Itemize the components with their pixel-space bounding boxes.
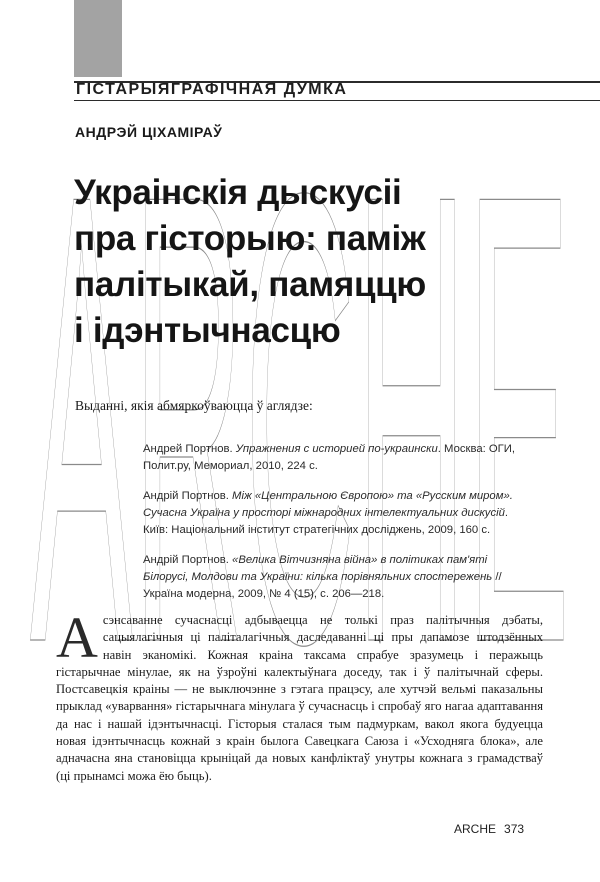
book-details: . Київ: Національний інститут стратегічних досліджень, 2009, 160 с. [143,507,509,536]
title-line: пра гісторыю: паміж [74,219,426,258]
book-title: Упражнения с историей по-украински [235,443,438,455]
book-entry [143,488,528,539]
book-entry [143,552,528,603]
section-rubric: ГІСТАРЫЯГРАФІЧНАЯ ДУМКА [76,81,348,98]
book-details: // Україна модерна, 2009, № 4 (15), с. 206—218. [143,571,502,600]
decorative-gray-block [74,0,122,77]
article-title [74,170,574,354]
book-author: Андрій Портнов. [143,554,233,566]
journal-name: ARCHE [454,822,497,836]
book-details: . Москва: ОГИ, Полит.ру, Мемориал, 2010, 224 с. [143,443,516,472]
title-line: і ідэнтычнасцю [74,311,341,350]
watermark-text: ARCHE [30,60,571,777]
page-number: 373 [504,822,525,836]
reviewed-books-list [143,441,528,616]
article-author: АНДРЭЙ ЦІХАМІРАЎ [75,124,223,140]
book-author: Андрей Портнов. [143,443,236,455]
rubric-bottom-rule [74,100,600,101]
body-text: сэнсаванне сучаснасці адбываецца не толькі праз палітычныя дэбаты, сацыялагічныя ці паліталагічныя даследаванні ці пры дапамозе штодзённых навін эканомікі. Кожная краіна таксама спрабуе зразумець і перажыць гістарычнае мінулае, як на ўзроўні калектыўнага доседу, так і ў палітычнай сферы. Постсавецкія краіны — не выключэнне з гэтага працэсу, але хутчэй вельмі паказальны прыклад «уварвання» гістарычнага мінулага ў сучаснасць і спробаў яго нагаа адаптавання да нас і нашай ідэнтычнасці. Гісторыя сталася тым падмуркам, вакол якога будуецца новая ідэнтычнасць кожнай з краін былога Савецкага Саюза і «Усходняга блока», але адначасна яна становіцца крыніцай да новых канфліктаў унутры кожнага з грамадстваў (ці прынамсі можа ёю быць). [56,613,543,783]
book-author: Андрій Портнов. [143,490,233,502]
reviewed-publications-label: Выданні, якія абмяркоўваюцца ў аглядзе: [75,398,313,413]
article-body-paragraph [56,605,543,785]
book-entry [143,441,528,475]
page-footer [454,822,524,836]
drop-cap: А [56,605,98,670]
title-line: Украінскія дыскусіі [74,173,402,212]
book-title: Між «Центральною Європою» та «Русским миром». Сучасна Україна у просторі міжнародних інтелектуальних дискусій [143,490,513,519]
title-line: палітыкай, памяццю [74,265,426,304]
book-title: «Велика Вітчизняна війна» в політиках пам'яті Білорусі, Молдови та України: кілька порівняльних спостережень [143,554,493,583]
